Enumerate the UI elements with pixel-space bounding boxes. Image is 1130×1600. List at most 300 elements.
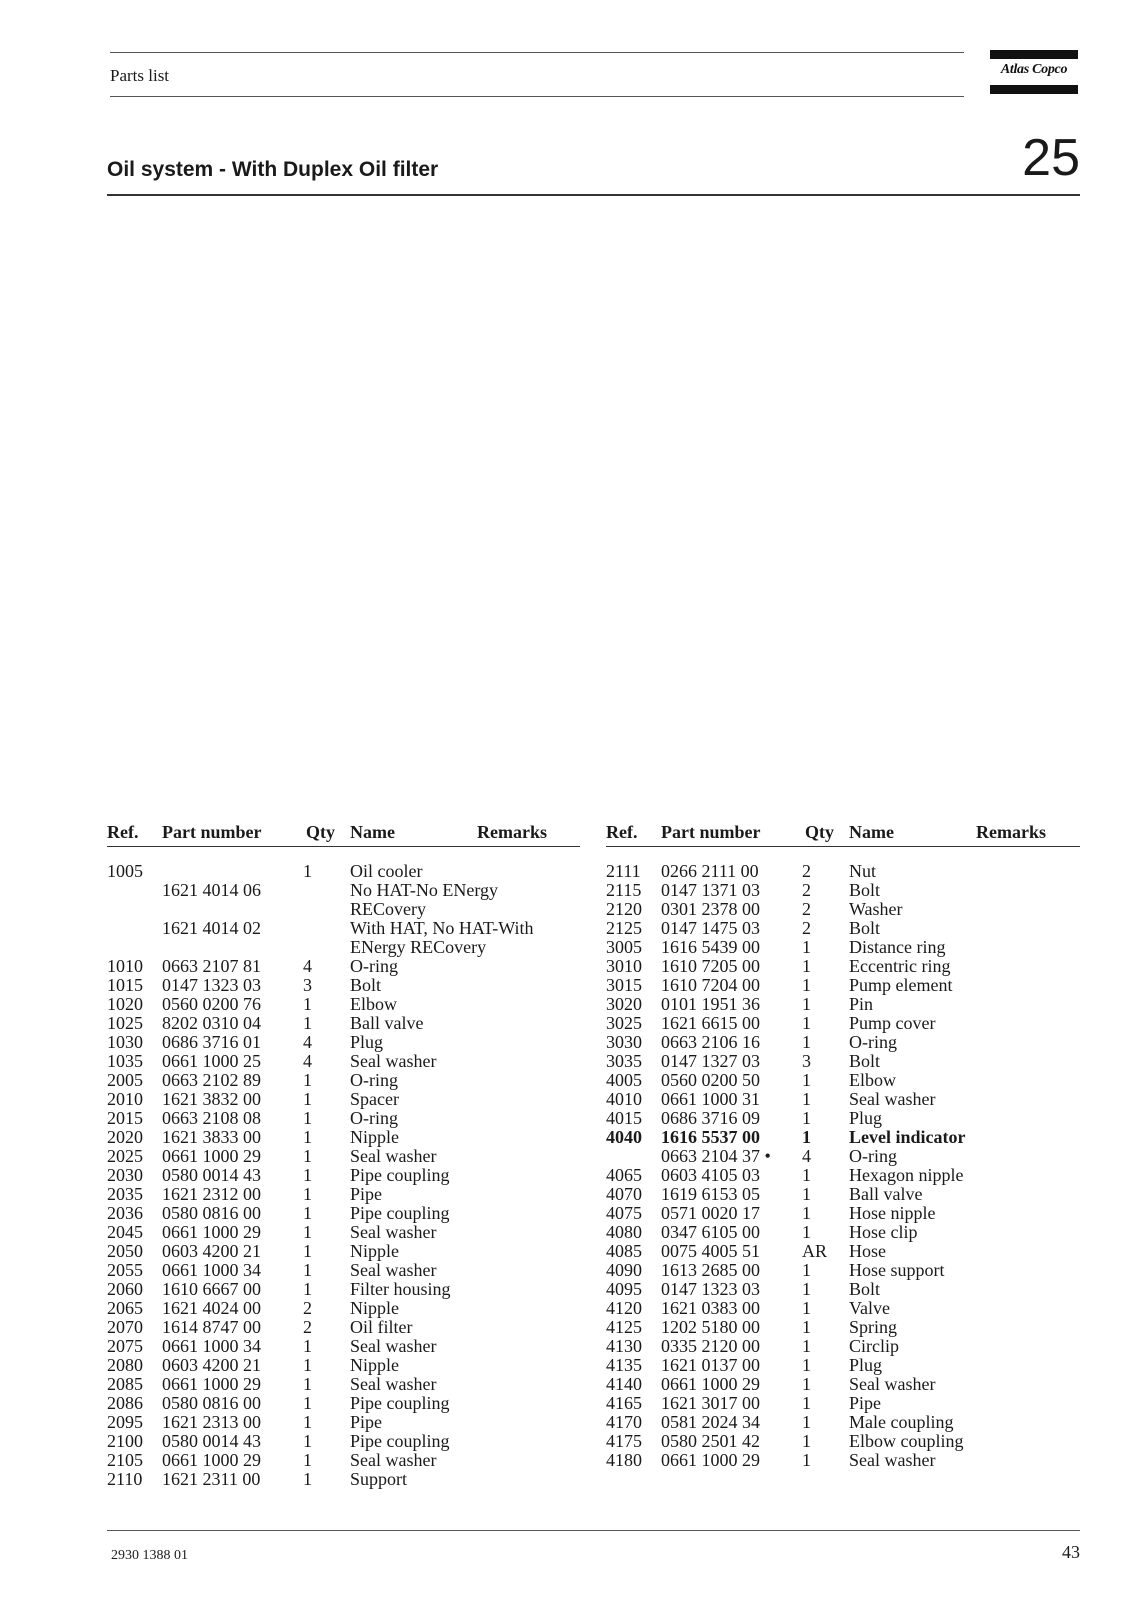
table-row	[606, 1204, 1080, 1223]
cell-ref: 2020	[107, 1127, 143, 1147]
cell-name: Plug	[849, 1108, 883, 1128]
table-row	[606, 862, 1080, 881]
page-title: Oil system - With Duplex Oil filter	[107, 158, 439, 181]
cell-ref: 4170	[606, 1412, 642, 1432]
cell-part-number: 0301 2378 00	[661, 899, 760, 919]
footer-rule	[107, 1530, 1080, 1531]
cell-name: Level indicator	[849, 1127, 966, 1147]
cell-ref: 1025	[107, 1013, 143, 1033]
cell-qty: 1	[802, 937, 811, 957]
cell-name: Bolt	[849, 918, 881, 938]
cell-ref: 2055	[107, 1260, 143, 1280]
cell-name: Bolt	[350, 975, 382, 995]
cell-qty: 4	[303, 1051, 312, 1071]
cell-qty: 1	[802, 1013, 811, 1033]
cell-ref: 4075	[606, 1203, 642, 1223]
cell-qty: 2	[802, 918, 811, 938]
cell-qty: 4	[303, 956, 312, 976]
cell-ref: 3025	[606, 1013, 642, 1033]
cell-name: Distance ring	[849, 937, 946, 957]
cell-ref: 4120	[606, 1298, 642, 1318]
cell-qty: 1	[802, 1279, 811, 1299]
table-row	[606, 1413, 1080, 1432]
cell-name: Seal washer	[350, 1450, 437, 1470]
cell-part-number: 0266 2111 00	[661, 861, 759, 881]
section-label: Parts list	[110, 66, 170, 85]
cell-qty: 1	[303, 1165, 312, 1185]
document-number: 2930 1388 01	[111, 1548, 188, 1563]
header-rule	[606, 846, 1080, 847]
cell-name: Hose nipple	[849, 1203, 936, 1223]
col-header-name: Name	[849, 822, 894, 842]
cell-ref: 1005	[107, 861, 143, 881]
cell-qty: 1	[802, 1127, 811, 1147]
col-header-remarks: Remarks	[477, 822, 547, 842]
cell-name: Elbow coupling	[849, 1431, 964, 1451]
cell-ref: 4140	[606, 1374, 642, 1394]
cell-qty: 1	[303, 1393, 312, 1413]
col-header-part-number: Part number	[162, 822, 262, 842]
cell-part-number: 1610 7204 00	[661, 975, 760, 995]
cell-name: Pipe coupling	[350, 1393, 450, 1413]
cell-part-number: 0560 0200 76	[162, 994, 261, 1014]
cell-part-number: 1619 6153 05	[661, 1184, 760, 1204]
cell-part-number: 0603 4105 03	[661, 1165, 760, 1185]
cell-part-number: 0147 1323 03	[661, 1279, 760, 1299]
table-row	[107, 1280, 580, 1299]
cell-part-number: 0686 3716 01	[162, 1032, 261, 1052]
cell-part-number: 1621 4014 02	[162, 918, 261, 938]
cell-ref: 2105	[107, 1450, 143, 1470]
table-row	[107, 1242, 580, 1261]
cell-qty: 2	[802, 880, 811, 900]
cell-name: Hexagon nipple	[849, 1165, 964, 1185]
cell-qty: 3	[303, 975, 312, 995]
col-header-part-number: Part number	[661, 822, 761, 842]
cell-qty: 1	[303, 1279, 312, 1299]
cell-qty: 3	[802, 1051, 811, 1071]
cell-name: Nipple	[350, 1355, 399, 1375]
cell-ref: 1030	[107, 1032, 143, 1052]
parts-table-right	[606, 822, 1080, 1470]
cell-part-number: 0560 0200 50	[661, 1070, 760, 1090]
cell-part-number: 0661 1000 29	[162, 1222, 261, 1242]
table-row	[606, 1299, 1080, 1318]
cell-part-number: 0603 4200 21	[162, 1241, 261, 1261]
cell-part-number: 0661 1000 25	[162, 1051, 261, 1071]
table-row	[606, 1375, 1080, 1394]
col-header-remarks: Remarks	[976, 822, 1046, 842]
top-rule	[110, 96, 964, 97]
cell-ref: 3020	[606, 994, 642, 1014]
cell-name: Circlip	[849, 1336, 899, 1356]
cell-qty: 2	[303, 1298, 312, 1318]
cell-ref: 4065	[606, 1165, 642, 1185]
cell-ref: 4165	[606, 1393, 642, 1413]
cell-part-number: 0663 2106 16	[661, 1032, 760, 1052]
cell-ref: 1015	[107, 975, 143, 995]
table-row	[606, 881, 1080, 900]
cell-name: Hose support	[849, 1260, 945, 1280]
table-row	[606, 1223, 1080, 1242]
cell-ref: 4180	[606, 1450, 642, 1470]
cell-qty: 1	[303, 1127, 312, 1147]
cell-ref: 4005	[606, 1070, 642, 1090]
cell-part-number: 1621 0137 00	[661, 1355, 760, 1375]
table-row	[107, 1375, 580, 1394]
cell-qty: 1	[303, 1108, 312, 1128]
cell-qty: 1	[303, 1013, 312, 1033]
cell-qty: 1	[802, 1032, 811, 1052]
cell-part-number: 0580 0816 00	[162, 1203, 261, 1223]
cell-qty: 1	[303, 1450, 312, 1470]
cell-name: RECovery	[350, 899, 426, 919]
table-row	[606, 1147, 1080, 1166]
table-row	[107, 1318, 580, 1337]
cell-name: Nut	[849, 861, 876, 881]
cell-qty: 1	[303, 1089, 312, 1109]
cell-name: O-ring	[350, 1108, 398, 1128]
cell-ref: 2086	[107, 1393, 143, 1413]
cell-name: Seal washer	[350, 1051, 437, 1071]
cell-ref: 4010	[606, 1089, 642, 1109]
cell-ref: 2125	[606, 918, 642, 938]
cell-qty: 1	[802, 1355, 811, 1375]
table-body	[606, 862, 1080, 1470]
cell-part-number: 0661 1000 34	[162, 1260, 261, 1280]
table-row	[107, 1299, 580, 1318]
cell-ref: 2045	[107, 1222, 143, 1242]
cell-qty: 1	[303, 1412, 312, 1432]
cell-qty: 1	[802, 1222, 811, 1242]
cell-part-number: 1621 3832 00	[162, 1089, 261, 1109]
table-row	[107, 1166, 580, 1185]
cell-ref: 4040	[606, 1127, 642, 1147]
cell-name: Seal washer	[350, 1222, 437, 1242]
title-rule	[107, 194, 1080, 196]
cell-qty: AR	[802, 1241, 828, 1261]
cell-ref: 2100	[107, 1431, 143, 1451]
cell-qty: 1	[303, 1260, 312, 1280]
cell-qty: 1	[802, 1298, 811, 1318]
cell-name: Washer	[849, 899, 903, 919]
table-row	[107, 1204, 580, 1223]
cell-qty: 1	[303, 1222, 312, 1242]
cell-ref: 2110	[107, 1469, 143, 1489]
cell-part-number: 1610 6667 00	[162, 1279, 261, 1299]
cell-qty: 1	[802, 1260, 811, 1280]
cell-part-number: 0147 1371 03	[661, 880, 760, 900]
cell-part-number: 0347 6105 00	[661, 1222, 760, 1242]
cell-qty: 1	[802, 1317, 811, 1337]
cell-name: Bolt	[849, 1051, 881, 1071]
cell-name: Oil filter	[350, 1317, 413, 1337]
cell-part-number: 0661 1000 31	[661, 1089, 760, 1109]
cell-ref: 2120	[606, 899, 642, 919]
cell-ref: 2095	[107, 1412, 143, 1432]
cell-part-number: 8202 0310 04	[162, 1013, 261, 1033]
cell-qty: 1	[802, 1431, 811, 1451]
cell-part-number: 1621 0383 00	[661, 1298, 760, 1318]
logo-bar-bottom	[990, 85, 1078, 94]
table-row	[107, 1147, 580, 1166]
table-body	[107, 862, 580, 1489]
cell-name: Oil cooler	[350, 861, 423, 881]
cell-qty: 1	[303, 1355, 312, 1375]
cell-part-number: 0075 4005 51	[661, 1241, 760, 1261]
col-header-qty: Qty	[306, 822, 335, 842]
table-row	[107, 919, 580, 938]
cell-name: ENergy RECovery	[350, 937, 487, 957]
cell-ref: 1020	[107, 994, 143, 1014]
cell-qty: 1	[303, 1070, 312, 1090]
cell-ref: 4095	[606, 1279, 642, 1299]
cell-qty: 1	[303, 861, 312, 881]
cell-ref: 3030	[606, 1032, 642, 1052]
cell-part-number: 1621 3017 00	[661, 1393, 760, 1413]
cell-part-number: 0663 2104 37 •	[661, 1146, 771, 1166]
table-row	[107, 1128, 580, 1147]
cell-part-number: 1621 2312 00	[162, 1184, 261, 1204]
cell-qty: 1	[802, 1070, 811, 1090]
table-row	[606, 1356, 1080, 1375]
table-row	[606, 1337, 1080, 1356]
table-row	[107, 1071, 580, 1090]
col-header-name: Name	[350, 822, 395, 842]
cell-qty: 1	[303, 1203, 312, 1223]
table-row	[606, 957, 1080, 976]
cell-qty: 1	[303, 1184, 312, 1204]
cell-ref: 2085	[107, 1374, 143, 1394]
col-header-ref: Ref.	[107, 822, 139, 842]
page-number: 43	[1062, 1542, 1080, 1562]
cell-part-number: 0661 1000 29	[661, 1374, 760, 1394]
cell-part-number: 1621 6615 00	[661, 1013, 760, 1033]
cell-name: Seal washer	[849, 1089, 936, 1109]
cell-part-number: 0661 1000 29	[162, 1374, 261, 1394]
table-row	[606, 938, 1080, 957]
cell-part-number: 1610 7205 00	[661, 956, 760, 976]
table-row	[107, 1470, 580, 1489]
table-row	[606, 995, 1080, 1014]
table-row	[107, 995, 580, 1014]
table-row	[107, 1394, 580, 1413]
cell-ref: 2010	[107, 1089, 143, 1109]
cell-name: Spacer	[350, 1089, 399, 1109]
cell-qty: 1	[303, 1241, 312, 1261]
cell-name: Pipe coupling	[350, 1203, 450, 1223]
table-row	[606, 1090, 1080, 1109]
cell-part-number: 0663 2102 89	[162, 1070, 261, 1090]
cell-name: Nipple	[350, 1241, 399, 1261]
table-row	[107, 1337, 580, 1356]
cell-ref: 4135	[606, 1355, 642, 1375]
cell-ref: 4015	[606, 1108, 642, 1128]
header-rule	[107, 846, 580, 847]
cell-name: Bolt	[849, 880, 881, 900]
cell-qty: 4	[303, 1032, 312, 1052]
table-row	[606, 1394, 1080, 1413]
cell-ref: 4175	[606, 1431, 642, 1451]
cell-name: Seal washer	[849, 1374, 936, 1394]
cell-name: Seal washer	[350, 1374, 437, 1394]
cell-name: Elbow	[350, 994, 397, 1014]
table-row	[107, 1356, 580, 1375]
cell-part-number: 0580 0816 00	[162, 1393, 261, 1413]
cell-name: Support	[350, 1469, 408, 1489]
cell-ref: 3005	[606, 937, 642, 957]
cell-ref: 2005	[107, 1070, 143, 1090]
cell-qty: 1	[303, 994, 312, 1014]
cell-part-number: 0580 2501 42	[661, 1431, 760, 1451]
cell-part-number: 1614 8747 00	[162, 1317, 261, 1337]
table-row	[606, 1052, 1080, 1071]
table-row	[107, 862, 580, 881]
cell-qty: 1	[303, 1374, 312, 1394]
cell-ref: 2060	[107, 1279, 143, 1299]
cell-name: Seal washer	[350, 1260, 437, 1280]
cell-name: Pipe	[350, 1184, 383, 1204]
cell-name: With HAT, No HAT-With	[350, 918, 534, 938]
cell-part-number: 0663 2107 81	[162, 956, 261, 976]
cell-part-number: 0661 1000 29	[162, 1146, 261, 1166]
table-row	[606, 1318, 1080, 1337]
logo-bar-top	[990, 50, 1078, 59]
cell-part-number: 0580 0014 43	[162, 1431, 261, 1451]
cell-ref: 4130	[606, 1336, 642, 1356]
cell-ref: 2030	[107, 1165, 143, 1185]
cell-name: Valve	[849, 1298, 890, 1318]
cell-name: O-ring	[350, 1070, 398, 1090]
table-row	[107, 1223, 580, 1242]
cell-ref: 1010	[107, 956, 143, 976]
cell-part-number: 1621 4014 06	[162, 880, 261, 900]
cell-ref: 2035	[107, 1184, 143, 1204]
table-row	[606, 1185, 1080, 1204]
table-header	[107, 822, 580, 844]
table-row	[107, 1451, 580, 1470]
cell-part-number: 0603 4200 21	[162, 1355, 261, 1375]
cell-part-number: 1616 5537 00	[661, 1127, 760, 1147]
cell-qty: 1	[303, 1336, 312, 1356]
cell-part-number: 0663 2108 08	[162, 1108, 261, 1128]
table-row	[606, 1071, 1080, 1090]
cell-part-number: 1621 2313 00	[162, 1412, 261, 1432]
table-row	[606, 1432, 1080, 1451]
table-row	[107, 938, 580, 957]
table-row	[107, 1109, 580, 1128]
table-row	[606, 900, 1080, 919]
cell-part-number: 0686 3716 09	[661, 1108, 760, 1128]
cell-part-number: 1621 4024 00	[162, 1298, 261, 1318]
table-row	[606, 1451, 1080, 1470]
cell-ref: 4125	[606, 1317, 642, 1337]
cell-part-number: 0580 0014 43	[162, 1165, 261, 1185]
cell-qty: 2	[802, 899, 811, 919]
cell-name: Eccentric ring	[849, 956, 951, 976]
cell-ref: 4070	[606, 1184, 642, 1204]
cell-part-number: 0147 1327 03	[661, 1051, 760, 1071]
cell-name: Pipe	[350, 1412, 383, 1432]
logo-text: Atlas Copco	[1000, 62, 1068, 77]
table-row	[606, 1033, 1080, 1052]
cell-qty: 1	[802, 1412, 811, 1432]
cell-name: Hose clip	[849, 1222, 918, 1242]
table-row	[107, 1413, 580, 1432]
cell-qty: 1	[802, 1393, 811, 1413]
parts-table-left	[107, 822, 580, 1489]
cell-part-number: 0571 0020 17	[661, 1203, 760, 1223]
atlas-copco-logo	[990, 50, 1078, 94]
cell-name: Seal washer	[849, 1450, 936, 1470]
cell-qty: 1	[802, 975, 811, 995]
cell-qty: 1	[802, 1165, 811, 1185]
cell-name: Elbow	[849, 1070, 896, 1090]
cell-name: Pipe coupling	[350, 1165, 450, 1185]
cell-part-number: 1616 5439 00	[661, 937, 760, 957]
table-row	[606, 1242, 1080, 1261]
cell-part-number: 1202 5180 00	[661, 1317, 760, 1337]
cell-part-number: 1621 3833 00	[162, 1127, 261, 1147]
cell-ref: 4090	[606, 1260, 642, 1280]
cell-part-number: 0335 2120 00	[661, 1336, 760, 1356]
cell-name: Seal washer	[350, 1146, 437, 1166]
table-row	[606, 1261, 1080, 1280]
cell-name: Seal washer	[350, 1336, 437, 1356]
cell-name: Pipe coupling	[350, 1431, 450, 1451]
table-row	[606, 1128, 1080, 1147]
cell-ref: 4085	[606, 1241, 642, 1261]
cell-qty: 2	[802, 861, 811, 881]
table-row	[107, 1052, 580, 1071]
cell-part-number: 0147 1475 03	[661, 918, 760, 938]
cell-ref: 2025	[107, 1146, 143, 1166]
cell-qty: 2	[303, 1317, 312, 1337]
col-header-ref: Ref.	[606, 822, 638, 842]
cell-ref: 3015	[606, 975, 642, 995]
cell-name: Nipple	[350, 1127, 399, 1147]
cell-name: Filter housing	[350, 1279, 451, 1299]
cell-ref: 2050	[107, 1241, 143, 1261]
cell-qty: 1	[303, 1146, 312, 1166]
table-row	[107, 1090, 580, 1109]
cell-qty: 1	[303, 1469, 312, 1489]
cell-qty: 4	[802, 1146, 811, 1166]
cell-ref: 3035	[606, 1051, 642, 1071]
cell-name: Pipe	[849, 1393, 882, 1413]
cell-qty: 1	[802, 1184, 811, 1204]
table-header	[606, 822, 1080, 844]
cell-name: Male coupling	[849, 1412, 954, 1432]
table-row	[107, 1261, 580, 1280]
cell-name: Pump cover	[849, 1013, 936, 1033]
table-row	[107, 976, 580, 995]
top-rule	[110, 52, 964, 53]
section-number: 25	[1022, 129, 1080, 187]
cell-name: Pin	[849, 994, 874, 1014]
cell-qty: 1	[802, 1374, 811, 1394]
cell-part-number: 0661 1000 29	[661, 1450, 760, 1470]
cell-name: Pump element	[849, 975, 953, 995]
table-row	[606, 1280, 1080, 1299]
cell-name: Bolt	[849, 1279, 881, 1299]
col-header-qty: Qty	[805, 822, 834, 842]
table-row	[107, 1033, 580, 1052]
table-row	[107, 881, 580, 900]
table-row	[606, 1014, 1080, 1033]
cell-ref: 3010	[606, 956, 642, 976]
cell-ref: 2070	[107, 1317, 143, 1337]
